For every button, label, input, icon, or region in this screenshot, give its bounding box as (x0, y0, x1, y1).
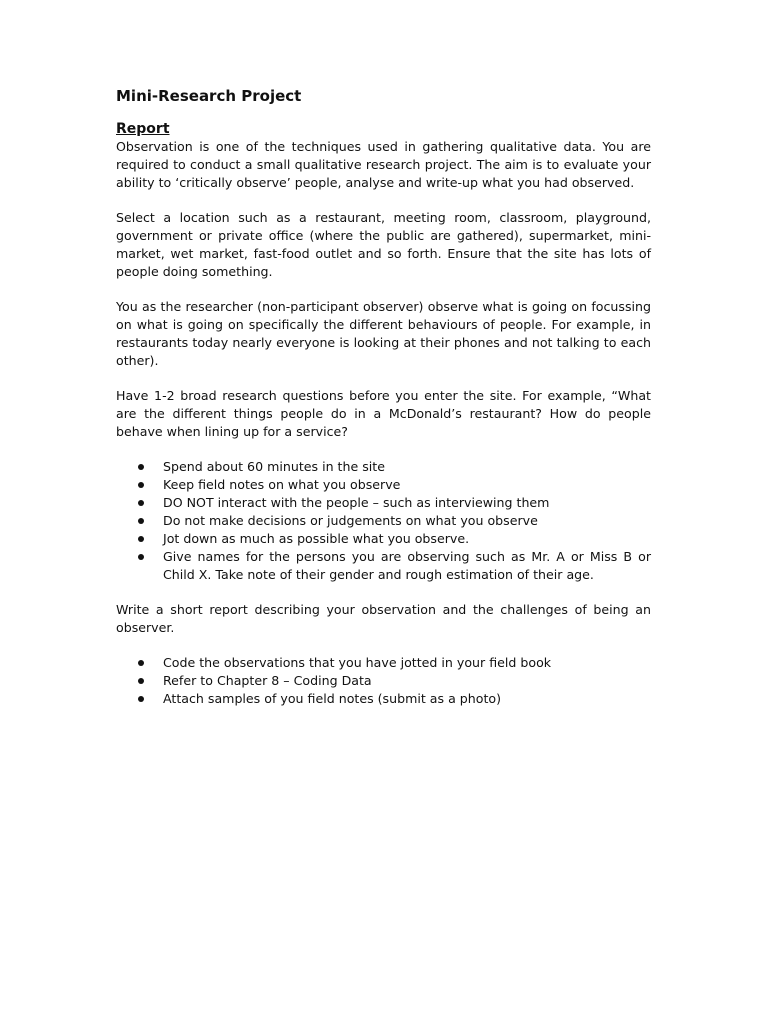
bullet-icon (138, 518, 144, 524)
bullet-icon (138, 678, 144, 684)
bullet-icon (138, 500, 144, 506)
bullet-icon (138, 554, 144, 560)
list-item-text: DO NOT interact with the people – such as interviewing them (163, 495, 550, 510)
list-item (116, 548, 651, 584)
list-item-text: Do not make decisions or judgements on what you observe (163, 513, 538, 528)
list-item-text: Jot down as much as possible what you observe. (163, 531, 470, 546)
bullet-icon (138, 660, 144, 666)
bullet-icon (138, 464, 144, 470)
coding-list (116, 654, 651, 708)
list-item (116, 476, 651, 494)
list-item-text: Give names for the persons you are observing such as Mr. A or Miss B or Child X. Take note of their gender and rough estimation of their age. (163, 549, 651, 582)
paragraph-report: Write a short report describing your observation and the challenges of being an observer. (116, 602, 651, 635)
list-item-text: Keep field notes on what you observe (163, 477, 401, 492)
list-item (116, 654, 651, 672)
bullet-icon (138, 696, 144, 702)
paragraph-questions: Have 1-2 broad research questions before you enter the site. For example, “What are the different things people do in a McDonald’s restaurant? How do people behave when lining up for a service? (116, 388, 651, 439)
section-heading-report: Report (116, 121, 170, 137)
bullet-icon (138, 482, 144, 488)
list-item-text: Refer to Chapter 8 – Coding Data (163, 673, 372, 688)
paragraph-observation: Observation is one of the techniques used in gathering qualitative data. You are required to conduct a small qualitative research project. The aim is to evaluate your ability to ‘critically observe’ people, analyse and write-up what you had observed. (116, 139, 651, 190)
list-item-text: Attach samples of you field notes (submit as a photo) (163, 691, 502, 706)
list-item-text: Spend about 60 minutes in the site (163, 459, 385, 474)
instructions-list (116, 458, 651, 584)
list-item (116, 512, 651, 530)
bullet-icon (138, 536, 144, 542)
list-item (116, 530, 651, 548)
list-item (116, 690, 651, 708)
paragraph-researcher: You as the researcher (non-participant observer) observe what is going on focussing on what is going on specifically the different behaviours of people. For example, in restaurants today nearly everyone is looking at their phones and not talking to each other). (116, 299, 651, 368)
list-item (116, 672, 651, 690)
document-page (116, 86, 651, 725)
paragraph-location: Select a location such as a restaurant, meeting room, classroom, playground, government or private office (where the public are gathered), supermarket, mini-market, wet market, fast-food outlet and so forth. Ensure that the site has lots of people doing something. (116, 210, 651, 279)
list-item-text: Code the observations that you have jotted in your field book (163, 655, 552, 670)
list-item (116, 458, 651, 476)
document-title: Mini-Research Project (116, 87, 302, 105)
list-item (116, 494, 651, 512)
